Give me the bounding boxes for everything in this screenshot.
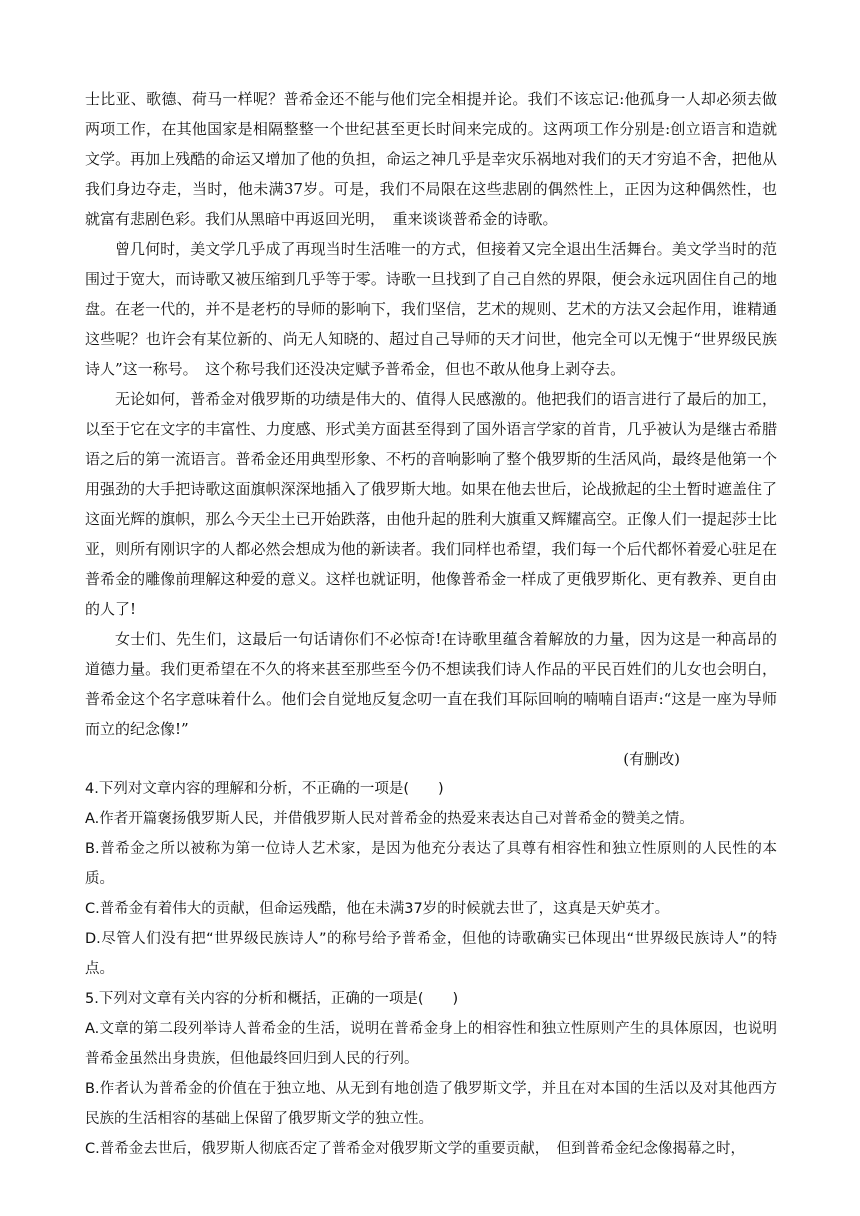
option-c: C.普希金去世后，俄罗斯人彻底否定了普希金对俄罗斯文学的重要贡献， 但到普希金纪念像揭幕之时， bbox=[85, 1141, 745, 1157]
question-5 bbox=[85, 984, 777, 1164]
article-paragraph-3: 无论如何，普希金对俄罗斯的功绩是伟大的、值得人民感激的。他把我们的语言进行了最后的加工，以至于它在文字的丰富性、力度感、形式美方面甚至得到了国外语言学家的首肯，几乎被认为是继古希腊语之后的第一流语言。普希金还用典型形象、不朽的音响影响了整个俄罗斯的生活风尚，最终是他第一个用强劲的大手把诗歌这面旗帜深深地插入了俄罗斯大地。如果在他去世后，论战掀起的尘土暂时遮盖住了这面光辉的旗帜，那么今天尘土已开始跌落，由他升起的胜利大旗重又辉耀高空。正像人们一提起莎士比亚，则所有刚识字的人都必然会想成为他的新读者。我们同样也希望，我们每一个后代都怀着爱心驻足在普希金的雕像前理解这种爱的意义。这样也就证明，他像普希金一样成了更俄罗斯化、更有教养、更自由的人了! bbox=[85, 390, 777, 618]
article-paragraph-1: 士比亚、歌德、荷马一样呢？普希金还不能与他们完全相提并论。我们不该忘记:他孤身一人却必须去做两项工作，在其他国家是相隔整整一个世纪甚至更长时间来完成的。这两项工作分别是:创立语言和造就文学。再加上残酷的命运又增加了他的负担，命运之神几乎是幸灾乐祸地对我们的天才穷追不舍，把他从我们身边夺走，当时，他未满37岁。可是，我们不局限在这些悲剧的偶然性上，正因为这种偶然性，也就富有悲剧色彩。我们从黑暗中再返回光明， 重来谈谈普希金的诗歌。 bbox=[85, 90, 777, 228]
question-4 bbox=[85, 774, 777, 984]
article-paragraph-4: 女士们、先生们，这最后一句话请你们不必惊奇!在诗歌里蕴含着解放的力量，因为这是一种高昂的道德力量。我们更希望在不久的将来甚至那些至今仍不想读我们诗人作品的平民百姓们的儿女也会明白，普希金这个名字意味着什么。他们会自觉地反复念叨一直在我们耳际回响的喃喃自语声:“这是一座为导师而立的纪念像!” bbox=[85, 630, 777, 738]
option-a: A.作者开篇褒扬俄罗斯人民，并借俄罗斯人民对普希金的热爱来表达自己对普希金的赞美之情。 bbox=[85, 811, 694, 827]
article-paragraph-2: 曾几何时，美文学几乎成了再现当时生活唯一的方式，但接着又完全退出生活舞台。美文学当时的范围过于宽大，而诗歌又被压缩到几乎等于零。诗歌一旦找到了自己自然的界限，便会永远巩固住自己的地盘。在老一代的，并不是老朽的导师的影响下，我们坚信，艺术的规则、艺术的方法又会起作用，谁精通这些呢？也许会有某位新的、尚无人知晓的、超过自己导师的天才问世，他完全可以无愧于“世界级民族诗人”这一称号。 这个称号我们还没决定赋予普希金，但也不敢从他身上剥夺去。 bbox=[85, 240, 777, 378]
option-a: A.文章的第二段列举诗人普希金的生活，说明在普希金身上的相容性和独立性原则产生的具体原因，也说明普希金虽然出身贵族，但他最终回归到人民的行列。 bbox=[85, 1021, 777, 1067]
option-d: D.尽管人们没有把“世界级民族诗人”的称号给予普希金，但他的诗歌确实已体现出“世界级民族诗人”的特点。 bbox=[85, 931, 777, 977]
question-stem: 4.下列对文章内容的理解和分析，不正确的一项是( ) bbox=[85, 781, 444, 797]
document-page bbox=[85, 84, 777, 1164]
option-b: B.作者认为普希金的价值在于独立地、从无到有地创造了俄罗斯文学，并且在对本国的生活以及对其他西方民族的生活相容的基础上保留了俄罗斯文学的独立性。 bbox=[85, 1081, 777, 1127]
source-note: (有删改) bbox=[623, 750, 680, 768]
option-c: C.普希金有着伟大的贡献，但命运残酷，他在未满37岁的时候就去世了，这真是天妒英才。 bbox=[85, 901, 670, 917]
question-stem: 5.下列对文章有关内容的分析和概括，正确的一项是( ) bbox=[85, 991, 459, 1007]
option-b: B.普希金之所以被称为第一位诗人艺术家，是因为他充分表达了具尊有相容性和独立性原则的人民性的本质。 bbox=[85, 841, 777, 887]
